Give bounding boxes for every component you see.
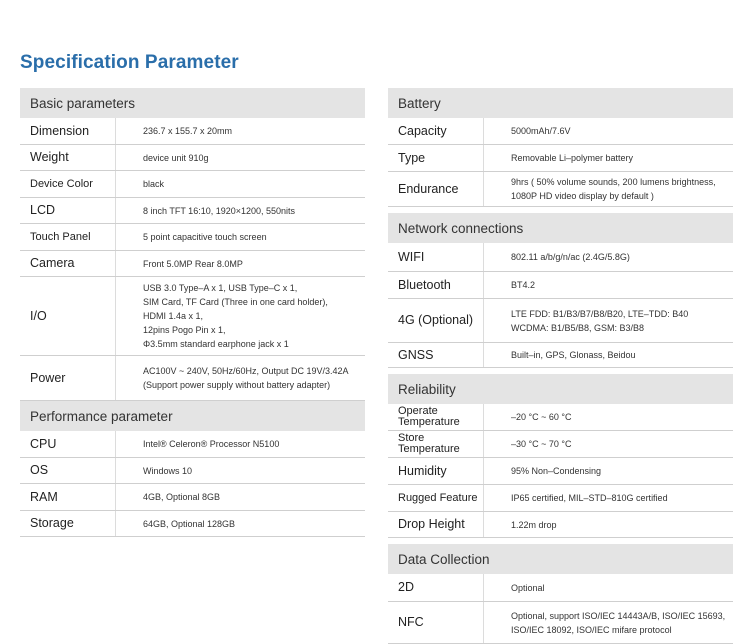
spec-value-line: –30 °C ~ 70 °C — [511, 439, 572, 449]
spec-value-line: Φ3.5mm standard earphone jack x 1 — [143, 339, 289, 349]
spec-label: I/O — [20, 277, 116, 355]
spec-label: Camera — [20, 251, 116, 276]
spec-value-line: HDMI 1.4a x 1, — [143, 311, 204, 321]
spec-value — [484, 118, 733, 144]
spec-label: Store Temperature — [388, 431, 484, 457]
spec-row-humidity — [388, 458, 733, 485]
left-spec-column — [20, 88, 365, 537]
spec-row-camera — [20, 251, 365, 277]
spec-label: Bluetooth — [388, 272, 484, 298]
spec-label: Device Color — [20, 171, 116, 197]
spec-value-line: BT4.2 — [511, 280, 536, 290]
spec-value — [484, 404, 733, 430]
spec-value-line: 1080P HD video display by default ) — [511, 191, 654, 201]
spec-row-bluetooth — [388, 272, 733, 299]
spec-value-line: 12pins Pogo Pin x 1, — [143, 325, 226, 335]
spec-label: OS — [20, 458, 116, 483]
spec-row-dimension — [20, 118, 365, 145]
spec-value — [116, 484, 365, 510]
spec-value-line: (Support power supply without battery adapter) — [143, 380, 331, 390]
spec-value-line: –20 °C ~ 60 °C — [511, 412, 572, 422]
spec-label: Touch Panel — [20, 224, 116, 250]
spec-row-device-color — [20, 171, 365, 198]
spec-row-weight — [20, 145, 365, 171]
spec-value-line: 5 point capacitive touch screen — [143, 232, 267, 242]
section-header-basic-parameters: Basic parameters — [20, 88, 365, 118]
spec-row-type — [388, 145, 733, 172]
spec-value — [484, 172, 733, 206]
spec-value — [116, 145, 365, 170]
spec-value — [116, 458, 365, 483]
spec-label: Capacity — [388, 118, 484, 144]
spec-value-line: 5000mAh/7.6V — [511, 126, 571, 136]
section-header-data-collection: Data Collection — [388, 544, 733, 574]
spec-value-line: Optional, support ISO/IEC 14443A/B, ISO/IEC 15693, — [511, 610, 726, 621]
spec-value — [484, 299, 733, 342]
spec-value-line: AC100V ~ 240V, 50Hz/60Hz, Output DC 19V/3.42A — [143, 366, 349, 376]
spec-value — [484, 145, 733, 171]
spec-value-line: Optional — [511, 582, 545, 593]
section-header-performance-parameter: Performance parameter — [20, 401, 365, 431]
spec-row-touch-panel — [20, 224, 365, 251]
spec-value-line: SIM Card, TF Card (Three in one card holder), — [143, 297, 328, 307]
spec-label: Dimension — [20, 118, 116, 144]
spec-value — [116, 224, 365, 250]
spec-value-line: 236.7 x 155.7 x 20mm — [143, 126, 233, 136]
spec-label: GNSS — [388, 343, 484, 367]
section-header-network-connections: Network connections — [388, 213, 733, 243]
spec-value-line: LTE FDD: B1/B3/B7/B8/B20, LTE–TDD: B40 — [511, 308, 689, 319]
spec-value-line: Built–in, GPS, Glonass, Beidou — [511, 350, 636, 360]
spec-row-gnss — [388, 343, 733, 368]
spec-value — [116, 356, 365, 400]
spec-value-line: Front 5.0MP Rear 8.0MP — [143, 258, 243, 269]
spec-value — [116, 118, 365, 144]
spec-row-cpu — [20, 431, 365, 458]
spec-label: Humidity — [388, 458, 484, 484]
spec-label: Storage — [20, 511, 116, 536]
spec-label: WIFI — [388, 243, 484, 271]
spec-value-line: Intel® Celeron® Processor N5100 — [143, 439, 280, 449]
spec-value — [484, 431, 733, 457]
spec-value-line: 9hrs ( 50% volume sounds, 200 lumens brightness, — [511, 177, 716, 187]
spec-value-line: USB 3.0 Type–A x 1, USB Type–C x 1, — [143, 283, 298, 293]
spec-row-nfc — [388, 602, 733, 644]
page-title: Specification Parameter — [20, 52, 239, 73]
spec-row-endurance — [388, 172, 733, 207]
spec-row-2d — [388, 574, 733, 602]
spec-value-line: ISO/IEC 18092, ISO/IEC mifare protocol — [511, 624, 672, 635]
spec-label: Weight — [20, 145, 116, 170]
spec-label: Operate Temperature — [388, 404, 484, 430]
spec-value-line: 802.11 a/b/g/n/ac (2.4G/5.8G) — [511, 252, 630, 262]
spec-value-line: WCDMA: B1/B5/B8, GSM: B3/B8 — [511, 322, 645, 333]
spec-value — [484, 512, 733, 537]
spec-value-line: Windows 10 — [143, 465, 193, 476]
right-spec-column — [388, 88, 733, 644]
spec-row-lcd — [20, 198, 365, 224]
spec-label: 2D — [388, 574, 484, 601]
spec-value — [484, 272, 733, 298]
spec-value-line: black — [143, 179, 165, 189]
spec-value — [116, 198, 365, 223]
spec-value-line: device unit 910g — [143, 152, 209, 163]
spec-row-i-o — [20, 277, 365, 356]
spec-label: Drop Height — [388, 512, 484, 537]
spec-value — [484, 343, 733, 367]
spec-label: NFC — [388, 602, 484, 643]
spec-value-line: 4GB, Optional 8GB — [143, 492, 221, 502]
spec-value — [484, 243, 733, 271]
spec-value — [116, 431, 365, 457]
spec-value — [484, 485, 733, 511]
spec-label: CPU — [20, 431, 116, 457]
spec-row-operate-temperature — [388, 404, 733, 431]
spec-row-4g-optional — [388, 299, 733, 343]
spec-value-line: 64GB, Optional 128GB — [143, 518, 236, 529]
spec-label: Type — [388, 145, 484, 171]
spec-value-line: 1.22m drop — [511, 519, 557, 530]
spec-value — [116, 251, 365, 276]
spec-value — [116, 171, 365, 197]
spec-value-line: Removable Li–polymer battery — [511, 153, 634, 163]
spec-row-capacity — [388, 118, 733, 145]
spec-row-wifi — [388, 243, 733, 272]
spec-row-drop-height — [388, 512, 733, 538]
spec-label: Power — [20, 356, 116, 400]
spec-value — [116, 511, 365, 536]
section-header-battery: Battery — [388, 88, 733, 118]
spec-value — [484, 458, 733, 484]
spec-row-os — [20, 458, 365, 484]
spec-row-store-temperature — [388, 431, 733, 458]
spec-value — [484, 574, 733, 601]
spec-row-storage — [20, 511, 365, 537]
spec-value-line: 8 inch TFT 16:10, 1920×1200, 550nits — [143, 205, 296, 216]
spec-label: RAM — [20, 484, 116, 510]
spec-label: LCD — [20, 198, 116, 223]
spec-value-line: IP65 certified, MIL–STD–810G certified — [511, 493, 668, 503]
spec-row-power — [20, 356, 365, 401]
spec-value — [116, 277, 365, 355]
spec-label: Rugged Feature — [388, 485, 484, 511]
spec-value-line: 95% Non–Condensing — [511, 466, 602, 476]
section-header-reliability: Reliability — [388, 374, 733, 404]
spec-row-rugged-feature — [388, 485, 733, 512]
spec-row-ram — [20, 484, 365, 511]
spec-label: Endurance — [388, 172, 484, 206]
spec-label: 4G (Optional) — [388, 299, 484, 342]
